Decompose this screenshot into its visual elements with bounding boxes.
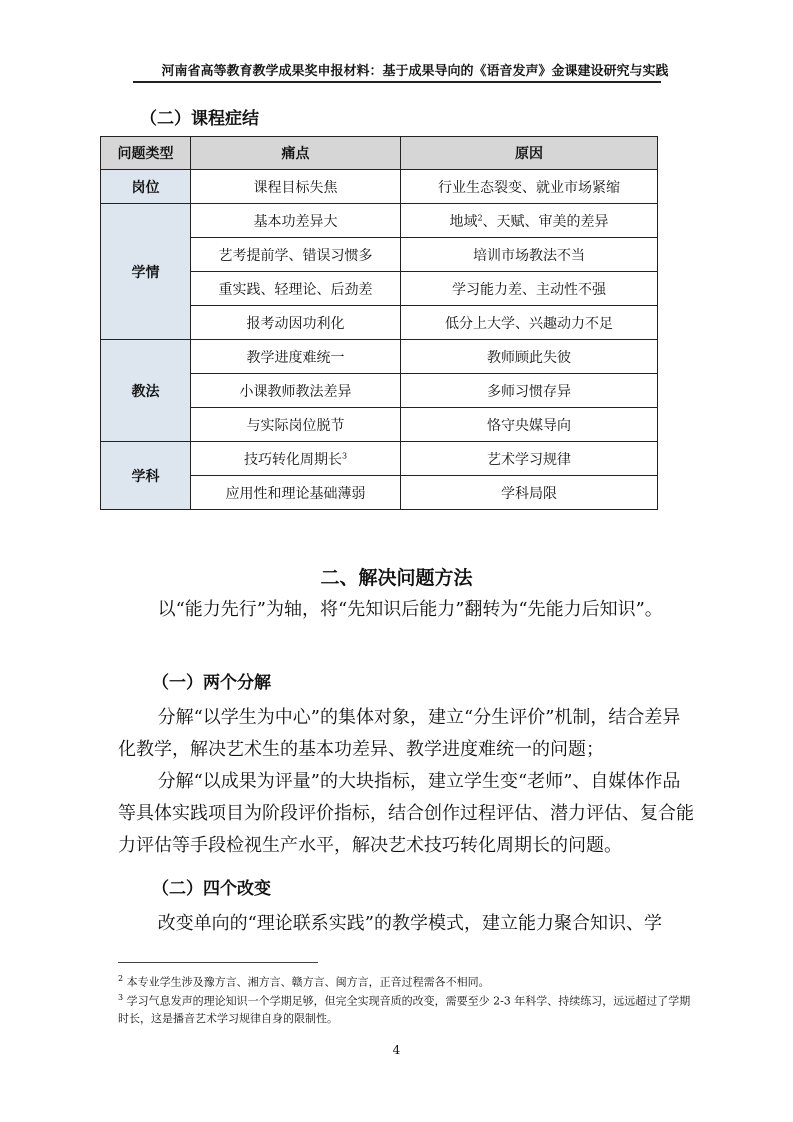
cause-cell: 学习能力差、主动性不强 <box>401 272 658 306</box>
header-cell-pain: 痛点 <box>191 137 401 170</box>
category-cell: 学科 <box>101 442 191 510</box>
footnote-mark: 2 <box>118 974 124 983</box>
paragraph-text: 改变单向的“理论联系实践”的教学模式，建立能力聚合知识、学 <box>157 913 662 934</box>
footnote-2 <box>118 970 693 991</box>
table-header-row <box>101 137 658 170</box>
pain-cell <box>191 442 401 476</box>
footnote-ref: 3 <box>341 450 348 460</box>
cause-text: 、天赋、审美的差异 <box>482 213 609 230</box>
category-cell: 岗位 <box>101 170 191 204</box>
pain-cell: 课程目标失焦 <box>191 170 401 204</box>
paragraph-decomposition-2 <box>118 766 698 862</box>
footnote-ref: 2 <box>477 212 483 222</box>
footnote-text: 本专业学生涉及豫方言、湘方言、赣方言、闽方言，正音过程需各不相同。 <box>126 975 490 989</box>
cause-cell <box>401 204 658 238</box>
footnote-mark: 3 <box>118 993 124 1002</box>
cause-cell: 行业生态裂变、就业市场紧缩 <box>401 170 658 204</box>
footnote-text: 学习气息发声的理论知识一个学期足够，但完全实现音质的改变，需要至少 2-3 年科学、持续练习，远远超过了学期时长，这是播音艺术学习规律自身的限制性。 <box>118 994 691 1025</box>
table-row <box>101 204 658 238</box>
table-row <box>101 170 658 204</box>
cause-cell: 培训市场教法不当 <box>401 238 658 272</box>
cause-cell: 艺术学习规律 <box>401 442 658 476</box>
pain-cell: 与实际岗位脱节 <box>191 408 401 442</box>
category-cell: 教法 <box>101 340 191 442</box>
pain-cell: 报考动因功利化 <box>191 306 401 340</box>
paragraph-text: 分解“以成果为评量”的大块指标，建立学生变“老师”、自媒体作品等具体实践项目为阶段评价指标，结合创作过程评估、潜力评估、复合能力评估等手段检视生产水平，解决艺术技巧转化周期长的问题。 <box>118 771 694 856</box>
paragraph-text: 分解“以学生为中心”的集体对象，建立“分生评价”机制，结合差异化教学，解决艺术生的基本功差异、教学进度难统一的问题； <box>118 707 681 760</box>
table-row <box>101 340 658 374</box>
pain-cell: 小课教师教法差异 <box>191 374 401 408</box>
cause-cell: 多师习惯存异 <box>401 374 658 408</box>
header-cell-cause: 原因 <box>401 137 658 170</box>
header-cell-type: 问题类型 <box>101 137 191 170</box>
intro-paragraph <box>118 594 698 626</box>
section-title-symptoms: （二）课程症结 <box>140 109 259 129</box>
subheading-four-changes: （二）四个改变 <box>152 879 271 899</box>
cause-cell: 恪守央媒导向 <box>401 408 658 442</box>
intro-text: 以“能力先行”为轴，将“先知识后能力”翻转为“先能力后知识”。 <box>157 599 663 620</box>
paragraph-decomposition-1 <box>118 702 698 766</box>
running-header: 河南省高等教育教学成果奖申报材料：基于成果导向的《语音发声》金课建设研究与实践 <box>161 64 669 79</box>
page-number: 4 <box>392 1043 401 1057</box>
pain-cell: 艺考提前学、错误习惯多 <box>191 238 401 272</box>
cause-cell: 学科局限 <box>401 476 658 510</box>
category-cell: 学情 <box>101 204 191 340</box>
cause-text: 地域 <box>449 213 478 230</box>
table-row <box>101 442 658 476</box>
header-rule <box>133 81 661 83</box>
pain-cell: 教学进度难统一 <box>191 340 401 374</box>
cause-cell: 低分上大学、兴趣动力不足 <box>401 306 658 340</box>
section-heading-methods: 二、解决问题方法 <box>320 567 473 589</box>
pain-cell: 重实践、轻理论、后劲差 <box>191 272 401 306</box>
footnote-3 <box>118 989 693 1027</box>
symptom-table <box>100 136 658 510</box>
footnote-rule <box>118 962 318 963</box>
pain-cell: 基本功差异大 <box>191 204 401 238</box>
pain-cell: 应用性和理论基础薄弱 <box>191 476 401 510</box>
subheading-two-decompositions: （一）两个分解 <box>152 673 271 693</box>
pain-text: 技巧转化周期长 <box>243 451 342 468</box>
cause-cell: 教师顾此失彼 <box>401 340 658 374</box>
paragraph-change-1 <box>118 908 698 940</box>
